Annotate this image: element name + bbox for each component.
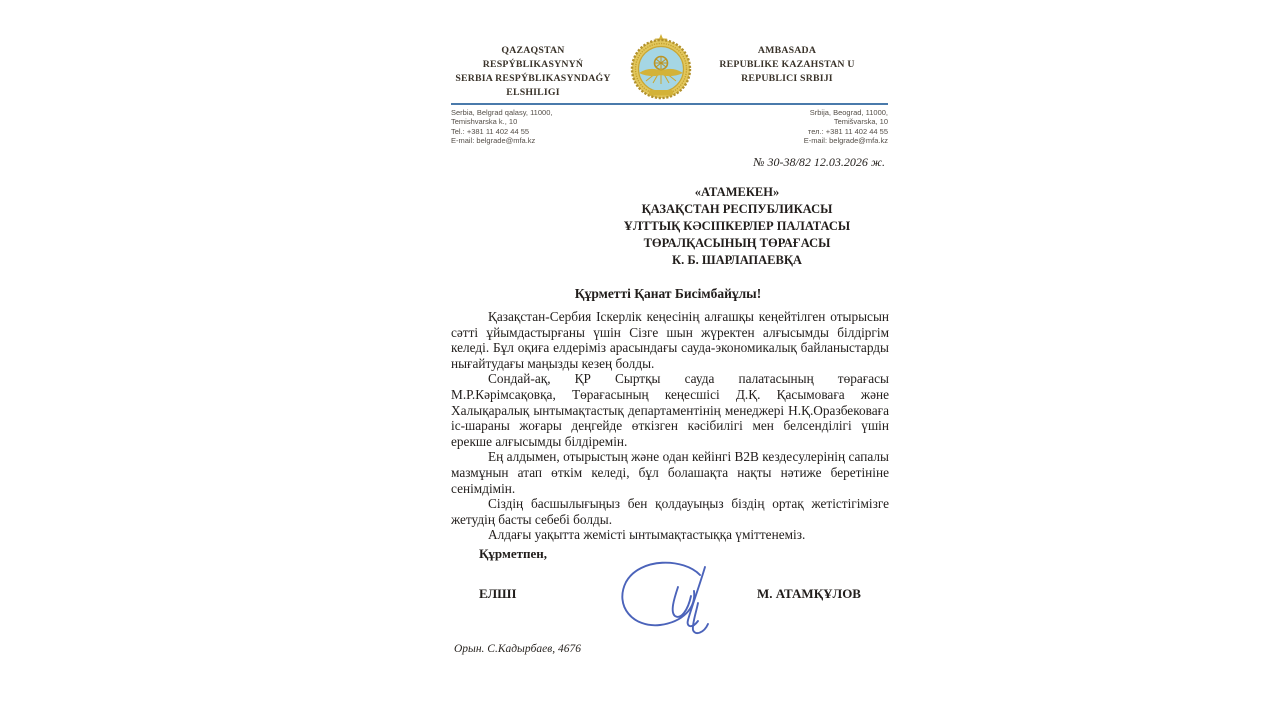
recipient-line: ҰЛТТЫҚ КӘСІПКЕРЛЕР ПАЛАТАСЫ: [623, 219, 851, 233]
address-line: Serbia, Belgrad qalasy, 11000,: [451, 108, 553, 117]
phone-line: Tel.: +381 11 402 44 55: [451, 126, 530, 136]
recipient-line: ТӨРАЛҚАСЫНЫҢ ТӨРАҒАСЫ: [643, 236, 831, 250]
reference-number-date: № 30-38/82 12.03.2026 ж.: [753, 155, 885, 169]
letterhead-serbian-title: [717, 44, 857, 86]
recipient-line: К. Б. ШАРЛАПАЕВҚА: [672, 253, 802, 267]
kazakhstan-coat-of-arms-icon: [626, 33, 696, 101]
executor-note: Орын. С.Кадырбаев, 4676: [454, 643, 581, 655]
letterhead-line: REPUBLICI SRBIJI: [741, 73, 833, 84]
body-paragraph: Қазақстан-Сербия Іскерлік кеңесінің алғашқы кеңейтілген отырысын сәтті ұйымдастырғаны үшін Сізге шын жүректен алғысымды білдіргім келеді. Бұл оқиға елдеріміз арасындағы сауда-экономикалық байланыстарды нығайтудағы маңызды кезең болды.: [451, 309, 889, 371]
recipient-block: [612, 184, 862, 269]
letterhead-line: AMBASADA: [757, 45, 817, 56]
letterhead-divider-line: [451, 103, 888, 105]
salutation: Құрметті Қанат Бисімбайұлы!: [574, 286, 762, 301]
body-paragraph: Алдағы уақытта жемісті ынтымақтастыққа үміттенеміз.: [488, 527, 806, 543]
recipient-line: «АТАМЕКЕН»: [694, 185, 780, 199]
recipient-line: ҚАЗАҚСТАН РЕСПУБЛИКАСЫ: [641, 202, 833, 216]
handwritten-signature-icon: [612, 554, 730, 640]
body-paragraph: Сіздің басшылығыңыз бен қолдауыңыз біздің ортақ жетістігімізге жетудің басты себебі болды.: [451, 496, 889, 527]
closing-phrase: Құрметпен,: [479, 546, 547, 561]
letter-body: [451, 309, 889, 543]
contact-block-left: [451, 108, 552, 145]
address-line: Temišvarska, 10: [833, 117, 888, 127]
address-line: Srbija, Beograd, 11000,: [809, 108, 888, 117]
contact-block-right: [804, 108, 888, 145]
letterhead-kazakh-title: [450, 44, 616, 100]
phone-line: тел.: +381 11 402 44 55: [807, 126, 888, 136]
email-line: E-mail: belgrade@mfa.kz: [451, 135, 536, 145]
letterhead-line: ELSHILIGI: [506, 87, 560, 98]
signer-name: М. АТАМҚҰЛОВ: [757, 586, 861, 601]
body-paragraph: Ең алдымен, отырыстың және одан кейінгі B2B кездесулерінің сапалы мазмұнын атап өткім келеді, бұл болашақта нақты нәтиже беретініне сенімдімін.: [451, 449, 889, 496]
letter-content: [444, 0, 892, 720]
letterhead-line: SERBIA RESPÝBLIKASYNDAǴY: [455, 73, 611, 84]
letterhead-line: QAZAQSTAN RESPÝBLIKASYNYŃ: [482, 45, 584, 70]
signer-title: ЕЛШІ: [479, 586, 517, 601]
body-paragraph: Сондай-ақ, ҚР Сыртқы сауда палатасының төрағасы М.Р.Кәрімсақовқа, Төрағасының кеңесшісі Д.Қ. Қасымоваға және Халықаралық ынтымақтастық департаментінің менеджері Н.Қ.Оразбековаға іс-шараны жоғары деңгейде өткізген кәсібилігі мен белсенділігі үшін ерекше алғысымды білдіремін.: [451, 371, 889, 449]
email-line: E-mail: belgrade@mfa.kz: [803, 135, 888, 145]
letterhead-line: REPUBLIKE KAZAHSTAN U: [719, 59, 855, 70]
address-line: Temishvarska k., 10: [451, 117, 518, 127]
